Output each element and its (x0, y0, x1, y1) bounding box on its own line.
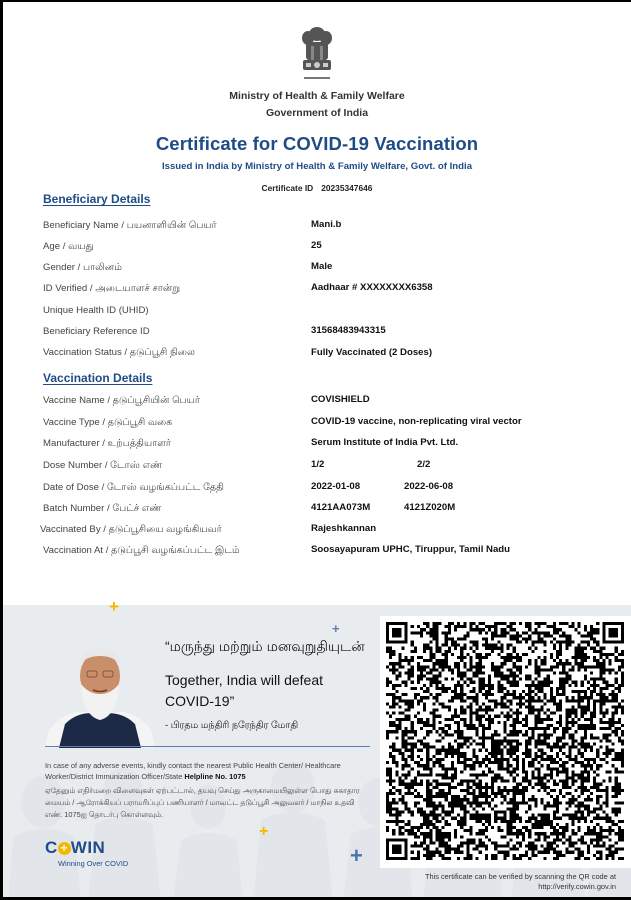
verification-qr-code (386, 622, 624, 860)
detail-value: Male (311, 261, 333, 272)
detail-value: Mani.b (311, 219, 342, 230)
detail-label: Unique Health ID (UHID) (43, 305, 149, 316)
verification-note (376, 872, 616, 892)
detail-row-id-verified (43, 283, 603, 299)
detail-value: COVID-19 vaccine, non-replicating viral vector (311, 416, 522, 427)
government-name: Government of India (265, 107, 369, 119)
verification-text: This certificate can be verified by scanning the QR code at (424, 872, 616, 881)
helpline-number: Helpline No. 1075 (184, 772, 246, 781)
detail-row-gender (43, 262, 603, 278)
detail-label: Dose Number / டோஸ் எண் (43, 460, 163, 471)
detail-row-vaccinated-by (40, 523, 603, 540)
detail-value-dose-2: 4121Z020M (404, 502, 456, 513)
detail-value-dose-1: 2022-01-08 (311, 481, 361, 492)
detail-label: Beneficiary Name / பயனாளியின் பெயர் (43, 220, 217, 231)
plus-decoration-icon: + (109, 597, 119, 616)
verification-url[interactable]: http://verify.cowin.gov.in (538, 882, 616, 891)
detail-row-vaccination-at (43, 545, 603, 561)
cowin-brand (45, 838, 128, 858)
detail-row-vaccine-name (43, 395, 603, 411)
adverse-events-notice-english (45, 760, 370, 782)
detail-value: Serum Institute of India Pvt. Ltd. (311, 437, 459, 448)
detail-row-vaccination-status (43, 347, 603, 363)
detail-value: Rajeshkannan (311, 523, 377, 534)
detail-row-uhid (43, 305, 603, 321)
detail-value: 25 (311, 240, 322, 251)
quote-divider (45, 746, 370, 747)
detail-label: Age / வயது (43, 241, 94, 252)
cowin-brand-suffix: WIN (70, 838, 106, 857)
beneficiary-details-heading: Beneficiary Details (43, 192, 151, 206)
plus-decoration-icon: + (350, 843, 363, 868)
quote-english: Together, India will defeat COVID-19” (165, 672, 323, 709)
qr-code-container (380, 616, 631, 868)
ministry-name: Ministry of Health & Family Welfare (229, 90, 405, 102)
plus-decoration-icon: + (259, 823, 269, 840)
plus-circle-icon: + (58, 842, 71, 855)
adverse-events-notice-tamil: ஏதேனும் எதிர்மறை விளைவுகள் ஏற்பட்டால், தயவு செய்து அருகாமையிலுள்ள பொது சுகாதார மையம் / ஆரோக்கியப் பராமரிப்புப் பணியாளர் / மாவட்ட தடுப்பூசி அலுவலர் / மாநில உதவி எண். 1075ஐ தொடர்பு கொள்ளவும். (45, 786, 360, 819)
plus-decoration-icon: + (332, 621, 340, 636)
detail-row-reference-id (43, 326, 603, 342)
detail-label: Manufacturer / உற்பத்தியாளர் (43, 438, 171, 449)
detail-row-manufacturer (43, 438, 603, 454)
detail-row-vaccine-type (43, 417, 603, 433)
detail-label: Vaccination At / தடுப்பூசி வழங்கப்பட்ட இடம் (43, 545, 240, 556)
certificate-header (3, 22, 631, 193)
detail-row-batch-number (43, 503, 603, 519)
detail-value: 31568483943315 (311, 325, 386, 336)
detail-value: COVISHIELD (311, 394, 370, 405)
detail-row-name (43, 220, 603, 236)
detail-label: Vaccination Status / தடுப்பூசி நிலை (43, 347, 195, 358)
detail-value-dose-2: 2/2 (417, 459, 431, 470)
detail-value-dose-1: 4121AA073M (311, 502, 371, 513)
certificate-id-value: 20235347646 (321, 183, 373, 193)
prime-minister-photo (45, 644, 155, 748)
detail-label: Vaccine Name / தடுப்பூசியின் பெயர் (43, 395, 200, 406)
detail-label: Vaccine Type / தடுப்பூசி வகை (43, 417, 173, 428)
detail-label: Date of Dose / டோஸ் வழங்கப்பட்ட தேதி (43, 482, 224, 493)
certificate-title: Certificate for COVID-19 Vaccination (155, 133, 479, 154)
certificate-id-label: Certificate ID (261, 183, 314, 193)
vaccination-details-heading: Vaccination Details (43, 371, 153, 385)
detail-value: Fully Vaccinated (2 Doses) (311, 347, 433, 358)
cowin-brand-prefix: C (45, 838, 58, 857)
detail-label: Vaccinated By / தடுப்பூசியை வழங்கியவர் (40, 524, 222, 535)
certificate-subtitle: Issued in India by Ministry of Health & Family Welfare, Govt. of India (161, 161, 473, 172)
detail-value: Aadhaar # XXXXXXXX6358 (311, 282, 433, 293)
qr-modules (386, 622, 624, 860)
detail-row-date-of-dose (43, 482, 603, 498)
detail-row-age (43, 241, 603, 257)
detail-value: Soosayapuram UPHC, Tiruppur, Tamil Nadu (311, 544, 511, 555)
cowin-tagline: Winning Over COVID (58, 859, 129, 868)
cowin-logo (45, 838, 128, 868)
detail-label: Beneficiary Reference ID (43, 326, 150, 337)
notice-text: In case of any adverse events, kindly contact the nearest Public Health Center/ Healthcare Worker/District Immunization Officer/State (45, 761, 341, 781)
detail-label: Batch Number / பேட்ச் எண் (43, 503, 162, 514)
detail-value-dose-1: 1/2 (311, 459, 325, 470)
detail-label: ID Verified / அடையாளச் சான்று (43, 283, 181, 294)
detail-row-dose-number (43, 460, 603, 476)
detail-label: Gender / பாலினம் (43, 262, 122, 273)
quote-tamil: “மருந்து மற்றும் மனவுறுதியுடன் (165, 638, 365, 654)
detail-value-dose-2: 2022-06-08 (404, 481, 454, 492)
quote-attribution: - பிரதம மந்திரி நரேந்திர மோதி (165, 720, 299, 731)
national-emblem-icon (297, 22, 337, 86)
